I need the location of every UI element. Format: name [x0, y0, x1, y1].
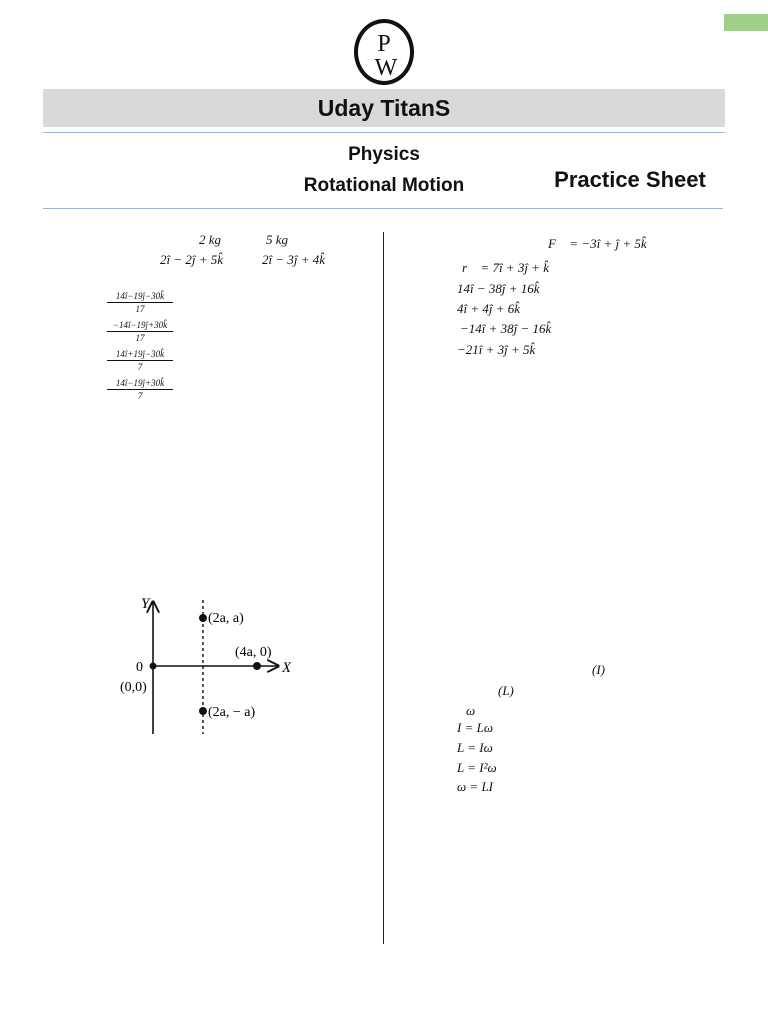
- origin-coordinate-label: (0,0): [120, 680, 147, 695]
- q2-option-b: 4î + 4ĵ + 6k̂: [457, 301, 521, 316]
- q1-option-b-denominator: 17: [135, 333, 145, 343]
- chapter-heading: Rotational Motion: [303, 175, 465, 196]
- q1-option-a-denominator: 17: [135, 304, 145, 314]
- right-point-label: (4a, 0): [235, 645, 272, 660]
- q1-position-1: 2î − 2ĵ + 5k̂: [160, 252, 224, 267]
- q2-option-a: 14î − 38ĵ + 16k̂: [457, 281, 540, 296]
- q4-option-d: ω = LI: [457, 779, 494, 794]
- q4-option-a: I = Lω: [457, 720, 494, 735]
- q2-option-d: −21î + 3ĵ + 5k̂: [457, 342, 536, 357]
- q2-position: r⃗ = 7î + 3ĵ + k̂: [462, 260, 549, 275]
- svg-text:W: W: [374, 55, 398, 81]
- q4-inertia-symbol: (I): [592, 662, 605, 677]
- y-axis-label: Y: [141, 596, 150, 612]
- q1-option-b-numerator: −14î−19ĵ+30k̂: [107, 320, 173, 332]
- q4-omega-symbol: ω: [466, 703, 476, 718]
- point-2a-a: [199, 614, 207, 622]
- page-title: Uday TitanS: [317, 94, 451, 121]
- upper-point-label: (2a, a): [208, 611, 244, 626]
- q2-force: F⃗ = −3î + ĵ + 5k̂: [548, 236, 647, 251]
- q1-option-d-numerator: 14î−19ĵ+30k̂: [107, 378, 173, 390]
- q1-option-a-numerator: 14î−19ĵ−30k̂: [107, 291, 173, 303]
- svg-text:P: P: [377, 31, 391, 57]
- q1-option-d-denominator: 7: [137, 391, 143, 401]
- q1-mass-2: 5 kg: [266, 232, 289, 247]
- q4-option-b: L = Iω: [457, 740, 493, 755]
- lower-point-label: (2a, − a): [208, 705, 256, 720]
- origin-zero-label: 0: [136, 660, 143, 675]
- page-corner-tab: [724, 14, 768, 31]
- header-divider: [43, 132, 725, 133]
- q1-mass-1: 2 kg: [199, 232, 222, 247]
- header-bottom-divider: [43, 208, 723, 209]
- coordinate-diagram: [110, 592, 310, 742]
- q4-option-c: L = I²ω: [457, 760, 497, 775]
- q4-momentum-symbol: (L): [498, 683, 514, 698]
- point-2a-minus-a: [199, 707, 207, 715]
- column-divider: [383, 232, 384, 944]
- q1-position-2: 2î − 3ĵ + 4k̂: [262, 252, 326, 267]
- q1-option-c: [107, 349, 173, 372]
- q1-option-b: [107, 320, 173, 343]
- x-axis-label: X: [282, 660, 292, 676]
- origin-point: [150, 663, 157, 670]
- sheet-label: Practice Sheet: [554, 167, 706, 192]
- q2-option-c: −14î + 38ĵ − 16k̂: [460, 321, 552, 336]
- point-4a-0: [253, 662, 261, 670]
- subject-heading: Physics: [348, 144, 420, 165]
- q1-option-d: [107, 378, 173, 401]
- q1-option-c-denominator: 7: [137, 362, 143, 372]
- pw-logo: [353, 18, 415, 86]
- page-title-bar: [43, 89, 725, 127]
- q1-option-a: [107, 291, 173, 314]
- q1-option-c-numerator: 14î+19ĵ−30k̂: [107, 349, 173, 361]
